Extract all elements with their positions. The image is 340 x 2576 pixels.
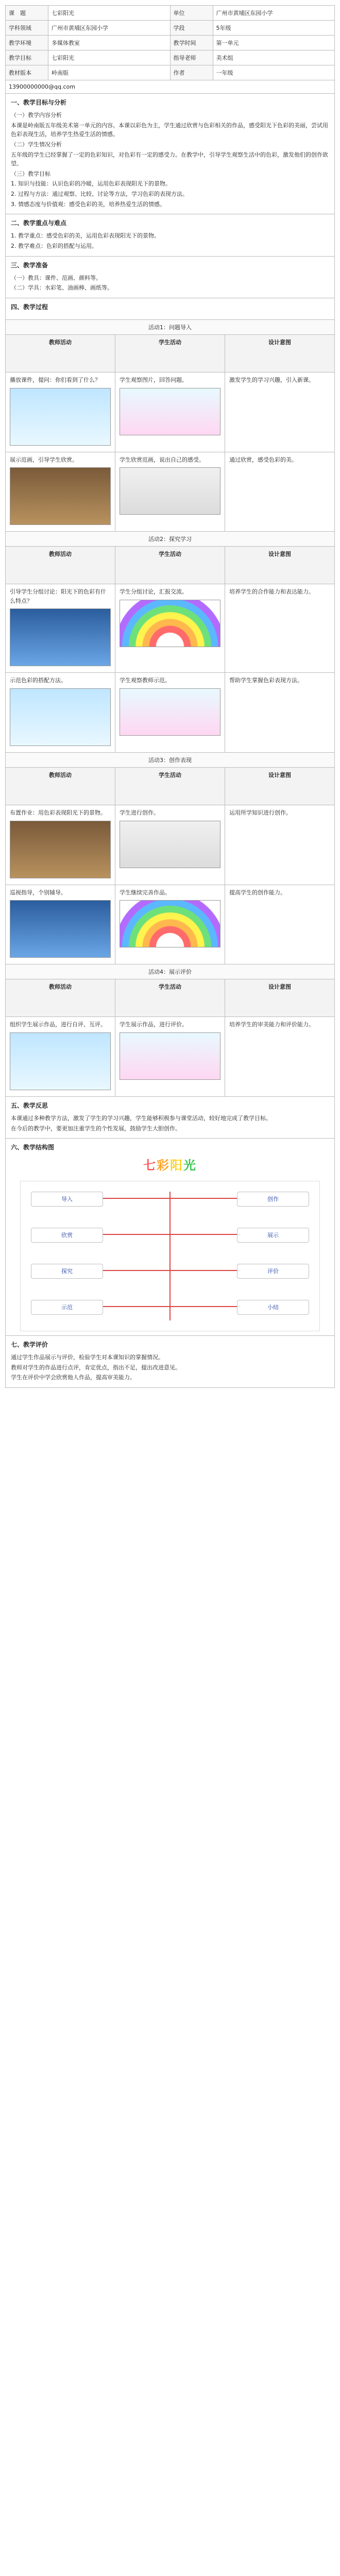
section-title: 一、教学目标与分析: [11, 99, 67, 106]
paragraph: 教师对学生的作品进行点评，肯定优点，指出不足，提出改进意见。: [11, 1364, 181, 1371]
text-section: [5, 256, 335, 298]
diagram-section: 六、教学结构图 七彩阳光 导入 欣赏 探究 示范 创作 展示 评价 小结: [5, 1138, 335, 1336]
column-header: 设计意图: [225, 979, 334, 1016]
illustration-image: [120, 388, 220, 435]
illustration-image: [10, 821, 111, 878]
activity-text: 激发学生的学习兴趣，引入新课。: [229, 377, 314, 384]
column-header: 学生活动: [115, 768, 225, 805]
column-header: 设计意图: [225, 335, 334, 372]
title-char: 光: [183, 1158, 197, 1173]
header-row: [6, 6, 335, 21]
activity-text: 学生进行创作。: [120, 809, 159, 817]
activity-title: 活动3：创作表现: [6, 753, 334, 768]
closing-section: 七、教学评价 通过学生作品展示与评价，检验学生对本课知识的掌握情况。 教师对学生的作品进行点评，肯定优点，指出不足，提出改进意见。 学生在评价中学会欣赏他人作品，提高审美能力。: [5, 1335, 335, 1388]
section-paragraph: （三）教学目标: [11, 170, 50, 177]
diagram-connector: [103, 1234, 169, 1235]
activity-row: [6, 1016, 334, 1096]
illustration-image: [10, 688, 111, 746]
process-title: 四、教学过程: [5, 298, 335, 320]
activity-title: 活动4：展示评价: [6, 964, 334, 979]
illustration-image: [120, 1032, 220, 1080]
section-paragraph: （二）学生情况分析: [11, 141, 62, 148]
section-paragraph: 1. 知识与技能：认识色彩的冷暖，运用色彩表现阳光下的景物。: [11, 180, 171, 188]
activity-title: 活动1：问题导入: [6, 320, 334, 335]
activity-row: [6, 584, 334, 672]
header-cell: 作者: [170, 65, 213, 80]
diagram-connector: [171, 1198, 237, 1199]
activity-text: 展示范画，引导学生欣赏。: [10, 456, 78, 463]
section-paragraph: 1. 教学重点：感受色彩的美，运用色彩表现阳光下的景物。: [11, 232, 160, 240]
activity-text: 学生展示作品，进行评价。: [120, 1021, 188, 1028]
activity-cell: [6, 372, 115, 452]
section-paragraph: 2. 教学难点：色彩的搭配与运用。: [11, 242, 97, 249]
section-paragraph: 本课是岭南版五年级美术第一单元的内容。本课以彩色为主，学生通过欣赏与色彩相关的作品，感受阳光下色彩的美丽，尝试用色彩表现生活，培养学生热爱生活的情感。: [11, 122, 328, 138]
activity-cell: [6, 1017, 115, 1096]
activity-text: 学生继续完善作品。: [120, 889, 171, 896]
paragraph: 本课通过多种教学方法，激发了学生的学习兴趣，学生能够积极参与课堂活动，较好地完成了教学目标。: [11, 1115, 271, 1122]
diagram-connector: [103, 1198, 169, 1199]
header-cell: 第一单元: [213, 36, 335, 50]
column-header: 学生活动: [115, 547, 225, 584]
illustration-image: [10, 608, 111, 666]
diagram-connector: [171, 1270, 237, 1271]
header-cell: 学段: [170, 21, 213, 36]
activity-cell: [225, 1017, 334, 1096]
activity-block: [5, 964, 335, 1097]
diagram-node: 探究: [31, 1264, 103, 1279]
diagram-connector: [171, 1234, 237, 1235]
activity-text: 学生分组讨论，汇报交流。: [120, 588, 188, 596]
activity-block: [5, 531, 335, 753]
header-row: [6, 65, 335, 80]
illustration-image: [120, 821, 220, 868]
activity-block: [5, 752, 335, 964]
section-title: 三、教学准备: [11, 261, 48, 269]
section-paragraph: （一）教学内容分析: [11, 112, 62, 119]
column-header: 教师活动: [6, 768, 115, 805]
header-cell: 5年级: [213, 21, 335, 36]
column-header: 设计意图: [225, 547, 334, 584]
header-cell: 教学时间: [170, 36, 213, 50]
activity-column-headers: [6, 547, 334, 584]
header-cell: 课 题: [6, 6, 48, 21]
column-header: 教师活动: [6, 335, 115, 372]
paragraph: 在今后的教学中，要更加注重学生的个性发展，鼓励学生大胆创作。: [11, 1125, 181, 1132]
column-header: 学生活动: [115, 335, 225, 372]
diagram-node: 示范: [31, 1300, 103, 1315]
activity-cell: [6, 452, 115, 532]
header-cell: 七彩阳光: [48, 6, 171, 21]
activity-row: [6, 452, 334, 532]
section-title: 二、教学重点与难点: [11, 219, 67, 227]
activity-cell: [225, 805, 334, 885]
diagram-spine: [169, 1192, 171, 1320]
activity-text: 运用所学知识进行创作。: [229, 809, 292, 817]
header-cell: 教学目标: [6, 50, 48, 65]
diagram-node: 展示: [237, 1228, 309, 1243]
activity-cell: [115, 805, 225, 885]
header-row: [6, 50, 335, 65]
activity-text: 帮助学生掌握色彩表现方法。: [229, 677, 303, 684]
activity-text: 布置作业：用色彩表现阳光下的景物。: [10, 809, 106, 817]
title-char: 彩: [157, 1158, 170, 1173]
illustration-image: [10, 1032, 111, 1090]
header-cell: 岭南版: [48, 65, 171, 80]
activity-text: 通过欣赏，感受色彩的美。: [229, 456, 297, 463]
diagram-node: 评价: [237, 1264, 309, 1279]
column-header: 教师活动: [6, 979, 115, 1016]
header-cell: 一年级: [213, 65, 335, 80]
activity-cell: [225, 372, 334, 452]
lesson-plan-page: [5, 5, 335, 1388]
activity-block: [5, 319, 335, 532]
title-char: 七: [143, 1158, 157, 1173]
activity-column-headers: [6, 335, 334, 372]
paragraph: 通过学生作品展示与评价，检验学生对本课知识的掌握情况。: [11, 1353, 164, 1361]
activity-title: 活动2：探究学习: [6, 532, 334, 547]
header-cell: 指导老师: [170, 50, 213, 65]
activity-row: [6, 672, 334, 752]
header-cell: 广州市黄埔区东园小学: [48, 21, 171, 36]
column-header: 设计意图: [225, 768, 334, 805]
header-cell: 广州市黄埔区东园小学: [213, 6, 335, 21]
header-cell: 教学环境: [6, 36, 48, 50]
section-paragraph: 五年级的学生已经掌握了一定的色彩知识，对色彩有一定的感受力。在教学中，引导学生观察生活中的色彩，激发他们的创作欲望。: [11, 151, 328, 167]
header-cell: 多媒体教室: [48, 36, 171, 50]
diagram-node: 导入: [31, 1192, 103, 1207]
column-header: 教师活动: [6, 547, 115, 584]
activity-cell: [115, 885, 225, 964]
section-paragraph: 3. 情感态度与价值观：感受色彩的美，培养热爱生活的情感。: [11, 200, 165, 208]
activity-cell: [225, 885, 334, 964]
text-section: [5, 93, 335, 214]
activity-row: [6, 372, 334, 452]
diagram-connector: [171, 1306, 237, 1307]
illustration-image: [120, 600, 220, 647]
section-paragraph: （二）学具：水彩笔、油画棒、画纸等。: [11, 284, 113, 292]
header-cell: 美术组: [213, 50, 335, 65]
activity-text: 培养学生的合作能力和表达能力。: [229, 588, 314, 596]
header-row: [6, 21, 335, 36]
header-cell: 单位: [170, 6, 213, 21]
activity-column-headers: [6, 768, 334, 805]
illustration-image: [120, 688, 220, 736]
activity-cell: [115, 1017, 225, 1096]
diagram-title: [11, 1156, 329, 1175]
title-char: 阳: [170, 1158, 183, 1173]
activity-cell: [6, 584, 115, 672]
header-cell: 七彩阳光: [48, 50, 171, 65]
illustration-image: [10, 388, 111, 446]
diagram-connector: [103, 1270, 169, 1271]
header-table: [5, 5, 335, 94]
section-paragraph: （一）教具：课件、范画、颜料等。: [11, 274, 101, 281]
activity-row: [6, 885, 334, 964]
activity-cell: [6, 885, 115, 964]
activity-text: 组织学生展示作品，进行自评、互评。: [10, 1021, 106, 1028]
activity-text: 培养学生的审美能力和评价能力。: [229, 1021, 314, 1028]
activity-text: 示范色彩的搭配方法。: [10, 677, 66, 684]
diagram-node: 欣赏: [31, 1228, 103, 1243]
diagram-node: 创作: [237, 1192, 309, 1207]
diagram-node: 小结: [237, 1300, 309, 1315]
illustration-image: [120, 900, 220, 947]
activity-cell: [6, 805, 115, 885]
summary-section: 五、教学反思 本课通过多种教学方法，激发了学生的学习兴趣，学生能够积极参与课堂活动，较好地完成了教学目标。 在今后的教学中，要更加注重学生的个性发展，鼓励学生大胆创作。: [5, 1096, 335, 1139]
activity-text: 巡视指导，个别辅导。: [10, 889, 66, 896]
diagram-connector: [103, 1306, 169, 1307]
activity-cell: [225, 673, 334, 752]
activity-cell: [225, 584, 334, 672]
illustration-image: [10, 467, 111, 525]
contact-cell: 13900000000@qq.com: [6, 80, 335, 94]
header-cell: 教材版本: [6, 65, 48, 80]
activity-column-headers: [6, 979, 334, 1016]
illustration-image: [10, 900, 111, 958]
paragraph: 学生在评价中学会欣赏他人作品，提高审美能力。: [11, 1374, 135, 1381]
flow-diagram: [20, 1181, 320, 1331]
activity-cell: [115, 584, 225, 672]
header-cell: 学科领域: [6, 21, 48, 36]
activity-text: 学生观察图片，回答问题。: [120, 377, 188, 384]
activity-row: [6, 805, 334, 885]
activity-text: 学生欣赏范画，说出自己的感受。: [120, 456, 205, 463]
illustration-image: [120, 467, 220, 515]
activity-cell: [115, 452, 225, 532]
activity-cell: [115, 673, 225, 752]
activity-cell: [115, 372, 225, 452]
header-row: [6, 36, 335, 50]
activity-text: 提高学生的创作能力。: [229, 889, 286, 896]
activity-cell: [6, 673, 115, 752]
section-paragraph: 2. 过程与方法：通过观察、比较、讨论等方法，学习色彩的表现方法。: [11, 190, 188, 197]
text-section: [5, 214, 335, 256]
column-header: 学生活动: [115, 979, 225, 1016]
activity-cell: [225, 452, 334, 532]
activity-text: 播放课件，提问：你们看到了什么？: [10, 377, 100, 384]
activity-text: 引导学生分组讨论：阳光下的色彩有什么特点？: [10, 588, 106, 604]
activity-text: 学生观察教师示范。: [120, 677, 171, 684]
